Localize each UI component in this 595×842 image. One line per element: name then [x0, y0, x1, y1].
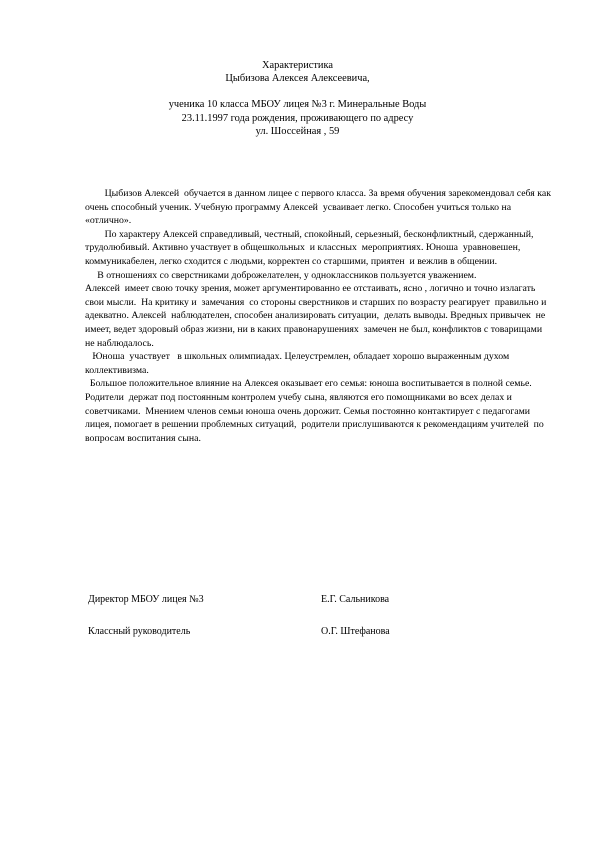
- document-title: Характеристика: [262, 60, 333, 71]
- student-name: Цыбизова Алексея Алексеевича,: [225, 73, 370, 85]
- paragraph-peers: В отношениях со сверстниками доброжелателен, у одноклассников пользуется уважением.: [85, 269, 477, 281]
- student-class-line: ученика 10 класса МБОУ лицея №3 г. Минеральные Воды: [168, 99, 427, 111]
- document-header: [0, 59, 595, 138]
- characteristic-body: [85, 187, 553, 445]
- signature-role: Классный руководитель: [88, 626, 191, 637]
- signature-role: Директор МБОУ лицея №3: [88, 594, 204, 605]
- paragraph-opinion: Алексей имеет свою точку зрения, может аргументированно ее отстаивать, ясно , логично и точно излагать свои мысли. На критику и замечания со стороны сверстников и старших по возрасту реагирует правильно и адекватно. Алексей наблюдателен, способен анализировать ситуации, делать выводы. Вредных привычек не имеет, ведет здоровый образ жизни, ни в каких правонарушениях замечен не был, конфликтов с товарищами не наблюдалось.: [85, 283, 549, 349]
- student-birth-line: 23.11.1997 года рождения, проживающего по адресу: [181, 112, 414, 124]
- student-address-line: ул. Шоссейная , 59: [255, 125, 340, 137]
- paragraph-olympiads: Юноша участвует в школьных олимпиадах. Целеустремлен, обладает хорошо выраженным духом коллективизма.: [85, 351, 512, 376]
- paragraph-study: Цыбизов Алексей обучается в данном лицее с первого класса. За время обучения зарекомендовал себя как очень способный ученик. Учебную программу Алексей усваивает легко. Способен учиться только на «отлично».: [85, 188, 554, 227]
- header-spacer: [0, 85, 595, 98]
- signature-name: О.Г. Штефанова: [321, 626, 390, 637]
- paragraph-character: По характеру Алексей справедливый, честный, спокойный, серьезный, бесконфликтный, сдержанный, трудолюбивый. Активно участвует в общешкольных и классных мероприятиях. Юноша уравновешен, коммуникабелен, легко сходится с людьми, корректен со старшими, приятен и вежлив в общении.: [85, 228, 536, 267]
- signature-name: Е.Г. Сальникова: [321, 594, 390, 605]
- paragraph-family: Большое положительное влияние на Алексея оказывает его семья: юноша воспитывается в полной семье. Родители держат под постоянным контролем учебу сына, являются его помощниками во всех делах и советчиками. Мнением членов семьи юноша очень дорожит. Семья постоянно контактирует с педагогами лицея, помогает в решении проблемных ситуаций, родители прислушиваются к рекомендациям учителей по вопросам воспитания сына.: [85, 378, 547, 444]
